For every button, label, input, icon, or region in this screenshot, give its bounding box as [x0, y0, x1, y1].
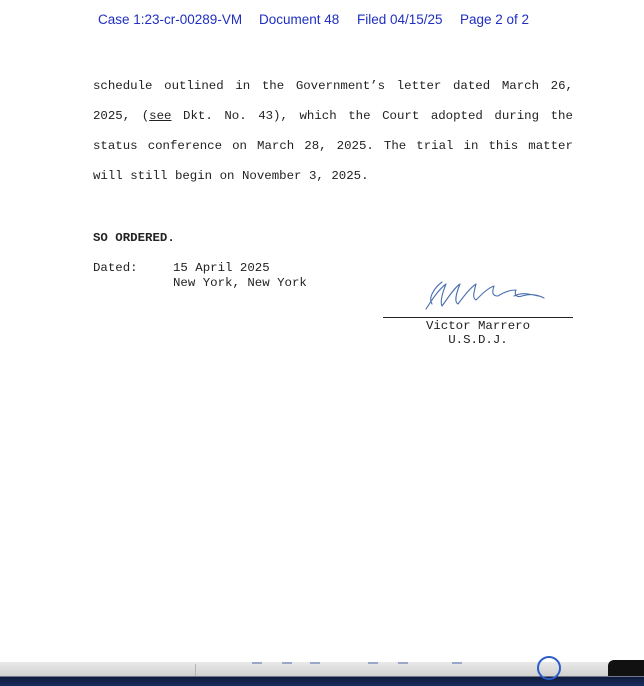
word: the	[261, 79, 285, 93]
judge-signature-image	[418, 276, 548, 316]
case-number: Case 1:23-cr-00289-VM	[98, 12, 243, 27]
order-place: New York, New York	[173, 276, 307, 290]
word: No.	[224, 109, 247, 123]
paragraph-line-2	[93, 109, 573, 123]
zoom-in-icon[interactable]	[310, 662, 320, 664]
word: The	[383, 139, 407, 153]
word: which	[299, 109, 337, 123]
word: will	[93, 169, 123, 183]
taskbar-corner	[608, 660, 644, 676]
word: November	[242, 169, 302, 183]
page-indicator: Page 2 of 2	[460, 12, 530, 27]
word: letter	[396, 79, 442, 93]
word: still	[130, 169, 168, 183]
word: March	[501, 79, 540, 93]
paragraph-line-1	[93, 79, 573, 93]
word: matter	[528, 139, 573, 153]
word: Dkt.	[183, 109, 213, 123]
judge-name: Victor Marrero	[425, 319, 531, 333]
word: on	[219, 169, 235, 183]
word: Court	[382, 109, 420, 123]
filed-date: Filed 04/15/25	[357, 12, 443, 27]
word: 2025,	[93, 109, 131, 123]
word: 2025.	[336, 139, 374, 153]
print-icon[interactable]	[452, 662, 462, 664]
dated-label: Dated:	[93, 261, 138, 275]
word: the	[550, 109, 573, 123]
word: 2025.	[331, 169, 369, 183]
so-ordered-heading: SO ORDERED.	[93, 231, 175, 245]
word: outlined	[164, 79, 224, 93]
see-citation: (see	[141, 109, 172, 123]
word: during	[494, 109, 540, 123]
toolbar-separator	[195, 664, 196, 676]
paragraph-line-4	[93, 169, 573, 183]
word: Government’s	[295, 79, 386, 93]
rotate-icon[interactable]	[368, 662, 378, 664]
word: the	[348, 109, 371, 123]
document-number: Document 48	[259, 12, 340, 27]
word: 28,	[304, 139, 327, 153]
word: this	[488, 139, 519, 153]
word: begin	[174, 169, 213, 183]
word: adopted	[430, 109, 483, 123]
zoom-out-icon[interactable]	[282, 662, 292, 664]
word: trial	[416, 139, 454, 153]
paragraph-line-3	[93, 139, 573, 153]
word: in	[235, 79, 251, 93]
word: conference	[147, 139, 223, 153]
judge-title: U.S.D.J.	[448, 333, 508, 347]
signature-line	[383, 317, 573, 318]
page-icon[interactable]	[252, 662, 262, 664]
word: schedule	[93, 79, 153, 93]
word: dated	[452, 79, 491, 93]
word: in	[463, 139, 479, 153]
see-signal: see	[149, 109, 172, 123]
viewer-toolbar	[0, 662, 644, 686]
word: status	[93, 139, 138, 153]
circle-action-button[interactable]	[537, 656, 561, 680]
download-icon[interactable]	[398, 662, 408, 664]
word: 43),	[258, 109, 288, 123]
word: 26,	[550, 79, 573, 93]
word: on	[232, 139, 247, 153]
order-date: 15 April 2025	[173, 261, 270, 275]
word: 3,	[309, 169, 324, 183]
word: March	[257, 139, 295, 153]
